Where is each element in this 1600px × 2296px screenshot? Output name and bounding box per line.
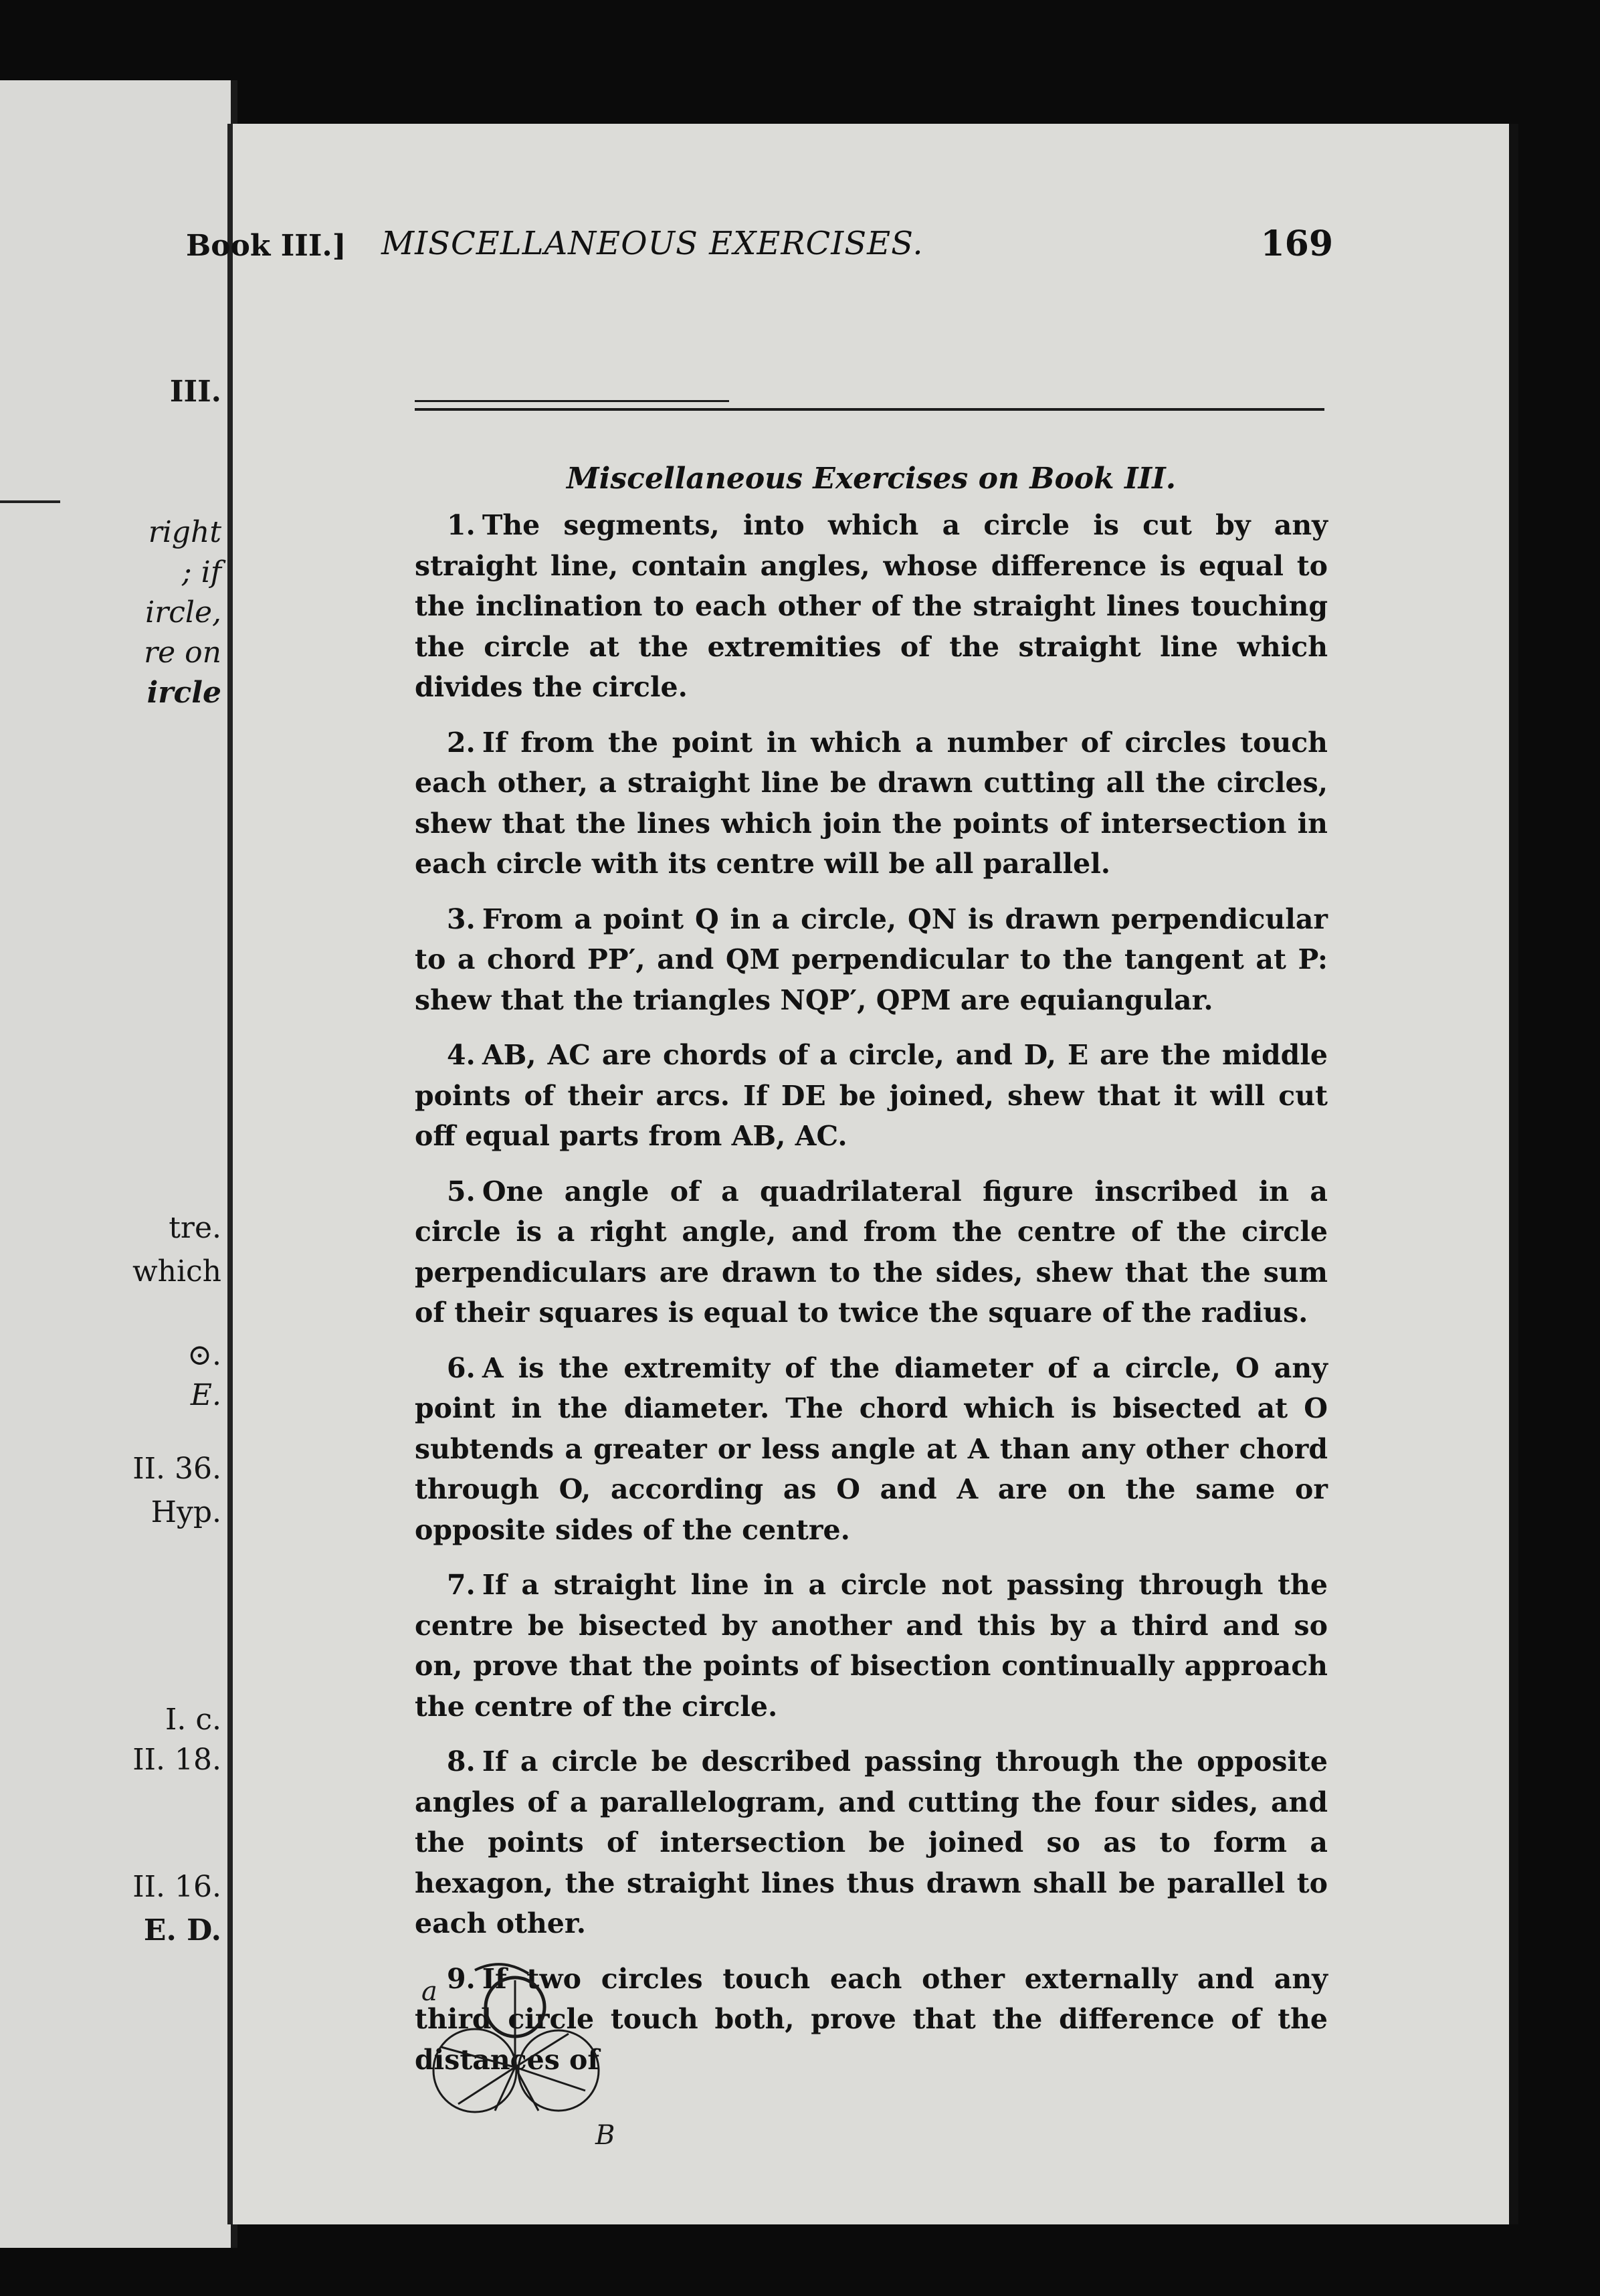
exercise-number: 1. (447, 509, 476, 541)
left-page-line: E. (190, 1378, 221, 1412)
exercise-list (415, 505, 1328, 2095)
exercise-number: 5. (447, 1175, 476, 1208)
exercise-text: One angle of a quadrilateral figure inscribed in a circle is a right angle, and from the centre of the circle perpendiculars are drawn to the sides, shew that the sum of their squares is equal to twice the square of the radius. (415, 1175, 1328, 1329)
exercise-text: From a point Q in a circle, QN is drawn perpendicular to a chord PP′, and QM perpendicular to the tangent at P: shew that the triangles NQP′, QPM are equiangular. (415, 902, 1328, 1016)
left-page-line: Hyp. (151, 1495, 221, 1529)
exercise-number: 7. (447, 1569, 476, 1601)
exercise-item (415, 1565, 1328, 1727)
left-page-line: ircle, (145, 595, 221, 630)
exercise-item (415, 899, 1328, 1021)
sketch-label-a: a (421, 1976, 437, 2007)
header-rule-upper (415, 400, 729, 402)
left-page-line: re on (144, 636, 221, 670)
left-page-line: tre. (169, 1211, 221, 1245)
exercise-text: If from the point in which a number of circles touch each other, a straight line be drawn cutting all the circles, shew that the lines which join the points of intersection in each circle with its centre will be all parallel. (415, 726, 1328, 880)
left-page-line: ; if (181, 555, 221, 589)
exercise-item (415, 723, 1328, 884)
exercise-number: 3. (447, 902, 476, 935)
left-page-line: ircle (146, 676, 221, 710)
exercise-text: If a straight line in a circle not passing through the centre be bisected by another and this by a third and so on, prove that the points of bisection continually approach the centre of the circle. (415, 1569, 1328, 1723)
left-page-line: II. 18. (132, 1743, 221, 1777)
exercise-number: 6. (447, 1351, 476, 1384)
left-page-line: III. (169, 375, 221, 409)
left-page-line: ⊙. (187, 1338, 221, 1372)
exercise-text: If two circles touch each other externally and any third circle touch both, prove that the difference of the distances of (415, 1962, 1328, 2076)
sketch-label-b: B (595, 2120, 615, 2151)
left-page-fragment (0, 80, 237, 2248)
exercise-item (415, 1348, 1328, 1551)
exercise-number: 8. (447, 1745, 476, 1778)
sketch-circle-right (518, 2030, 599, 2111)
left-page-rule (0, 500, 60, 503)
left-page-line: which (132, 1254, 221, 1288)
handwritten-sketch (395, 1953, 676, 2154)
exercise-item (415, 1171, 1328, 1333)
left-page-line: II. 16. (132, 1870, 221, 1904)
exercise-item (415, 505, 1328, 708)
running-head-book: Book III.] (186, 229, 346, 263)
exercise-text: The segments, into which a circle is cut by any straight line, contain angles, whose difference is equal to the inclination to each other of the straight lines touching the circle at the extremities of the straight line which divides the circle. (415, 509, 1328, 703)
exercise-text: A is the extremity of the diameter of a circle, O any point in the diameter. The chord which is bisected at O subtends a greater or less angle at A than any other chord through O, according as O and A are on the same or opposite sides of the centre. (415, 1351, 1328, 1546)
running-head (186, 222, 1333, 269)
header-rule (415, 408, 1324, 411)
left-page-line: right (148, 515, 221, 549)
exercise-item (415, 1035, 1328, 1157)
exercise-text: If a circle be described passing through the opposite angles of a parallelogram, and cutting the four sides, and the points of intersection be joined so as to form a hexagon, the straight lines thus drawn shall be parallel to each other. (415, 1745, 1328, 1939)
exercise-item (415, 1741, 1328, 1944)
exercise-text: AB, AC are chords of a circle, and D, E are the middle points of their arcs. If DE be joined, shew that it will cut off equal parts from AB, AC. (415, 1039, 1328, 1152)
section-heading: Miscellaneous Exercises on Book III. (566, 462, 1177, 496)
exercise-number: 2. (447, 726, 476, 759)
exercise-number: 9. (447, 1962, 476, 1995)
running-head-title: MISCELLANEOUS EXERCISES. (381, 225, 924, 262)
page-number: 169 (1260, 223, 1333, 264)
left-page-line: II. 36. (132, 1452, 221, 1486)
sketch-circle-left (433, 2029, 516, 2112)
left-page-line: E. D. (143, 1913, 221, 1947)
left-page-line: I. c. (165, 1703, 221, 1737)
exercise-number: 4. (447, 1039, 476, 1071)
